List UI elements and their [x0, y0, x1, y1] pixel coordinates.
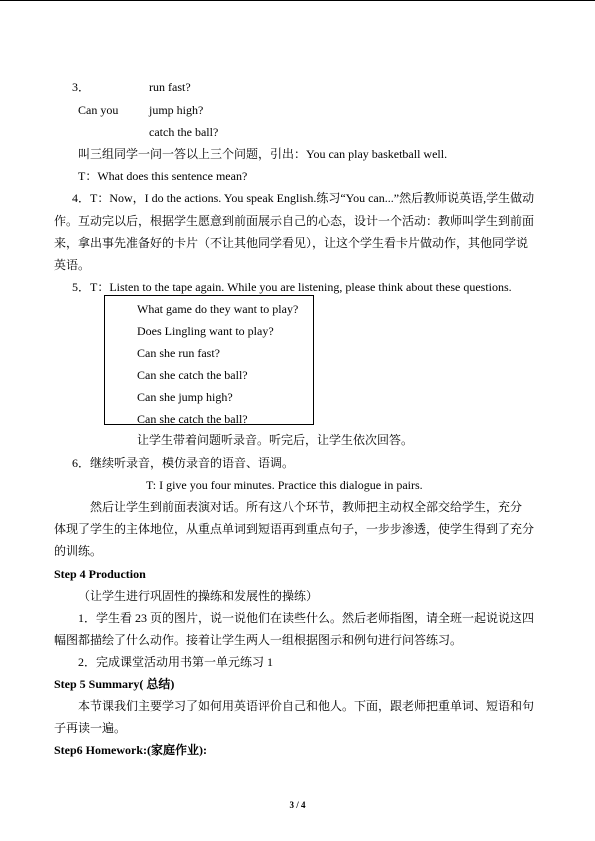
step-5-instruction: 5．T：Listen to the tape again. While you are listening, please think about these questions. — [72, 280, 512, 294]
summary-line-2: 子再读一遍。 — [54, 721, 127, 735]
step-4-note: （让学生进行巩固性的操练和发展性的操练） — [78, 589, 319, 603]
step-4-line-4: 英语。 — [54, 258, 91, 272]
group-instruction: 叫三组同学一问一答以上三个问题，引出：You can play basketball well. — [78, 147, 448, 161]
header-rule — [0, 0, 595, 1]
step-4-heading: Step 4 Production — [54, 567, 146, 581]
step-4-line-1: 4．T：Now，I do the actions. You speak English.练习“You can...”然后教师说英语,学生做动 — [72, 191, 535, 205]
after-box-note: 让学生带着问题听录音。听完后，让学生依次回答。 — [137, 433, 414, 447]
teacher-question: T：What does this sentence mean? — [78, 169, 248, 183]
paragraph-line-3: 的训练。 — [54, 544, 103, 558]
page-number: 3 / 4 — [289, 800, 306, 810]
summary-line-1: 本节课我们主要学习了如何用英语评价自己和他人。下面，跟老师把重单词、短语和句 — [78, 699, 535, 713]
step-4-line-3: 来，拿出事先准备好的卡片（不让其他同学看见），让这个学生看卡片做动作，其他同学说 — [54, 236, 529, 250]
step-5-heading: Step 5 Summary( 总结) — [54, 677, 175, 691]
can-you: Can you — [78, 103, 119, 117]
question-1: What game do they want to play? — [137, 302, 299, 316]
step-6-instruction: 6．继续听录音，模仿录音的语音、语调。 — [72, 456, 295, 470]
paragraph-line-2: 体现了学生的主体地位，从重点单词到短语再到重点句子，一步步渗透，使学生得到了充分 — [54, 522, 535, 536]
option-run: run fast? — [149, 80, 191, 94]
production-1-line-2: 幅图都描绘了什么动作。接着让学生两人一组根据图示和例句进行问答练习。 — [54, 633, 463, 647]
option-jump: jump high? — [149, 103, 204, 117]
step-4-line-2: 作。互动完以后，根据学生愿意到前面展示自己的心态，设计一个活动：教师叫学生到前面 — [54, 214, 535, 228]
production-1-line-1: 1．学生看 23 页的图片，说一说他们在读些什么。然后老师指图，请全班一起说说这四 — [78, 611, 535, 625]
item-number: 3． — [72, 80, 91, 94]
teacher-four-minutes: T: I give you four minutes. Practice this dialogue in pairs. — [146, 478, 423, 492]
step-6-heading: Step6 Homework:(家庭作业): — [54, 743, 207, 757]
question-4: Can she catch the ball? — [137, 368, 248, 382]
question-3: Can she run fast? — [137, 346, 220, 360]
question-2: Does Lingling want to play? — [137, 324, 274, 338]
production-2: 2．完成课堂活动用书第一单元练习 1 — [78, 655, 274, 669]
question-6: Can she catch the ball? — [137, 412, 248, 426]
paragraph-line-1: 然后让学生到前面表演对话。所有这八个环节，教师把主动权全部交给学生，充分 — [90, 500, 523, 514]
option-catch: catch the ball? — [149, 125, 219, 139]
question-5: Can she jump high? — [137, 390, 233, 404]
